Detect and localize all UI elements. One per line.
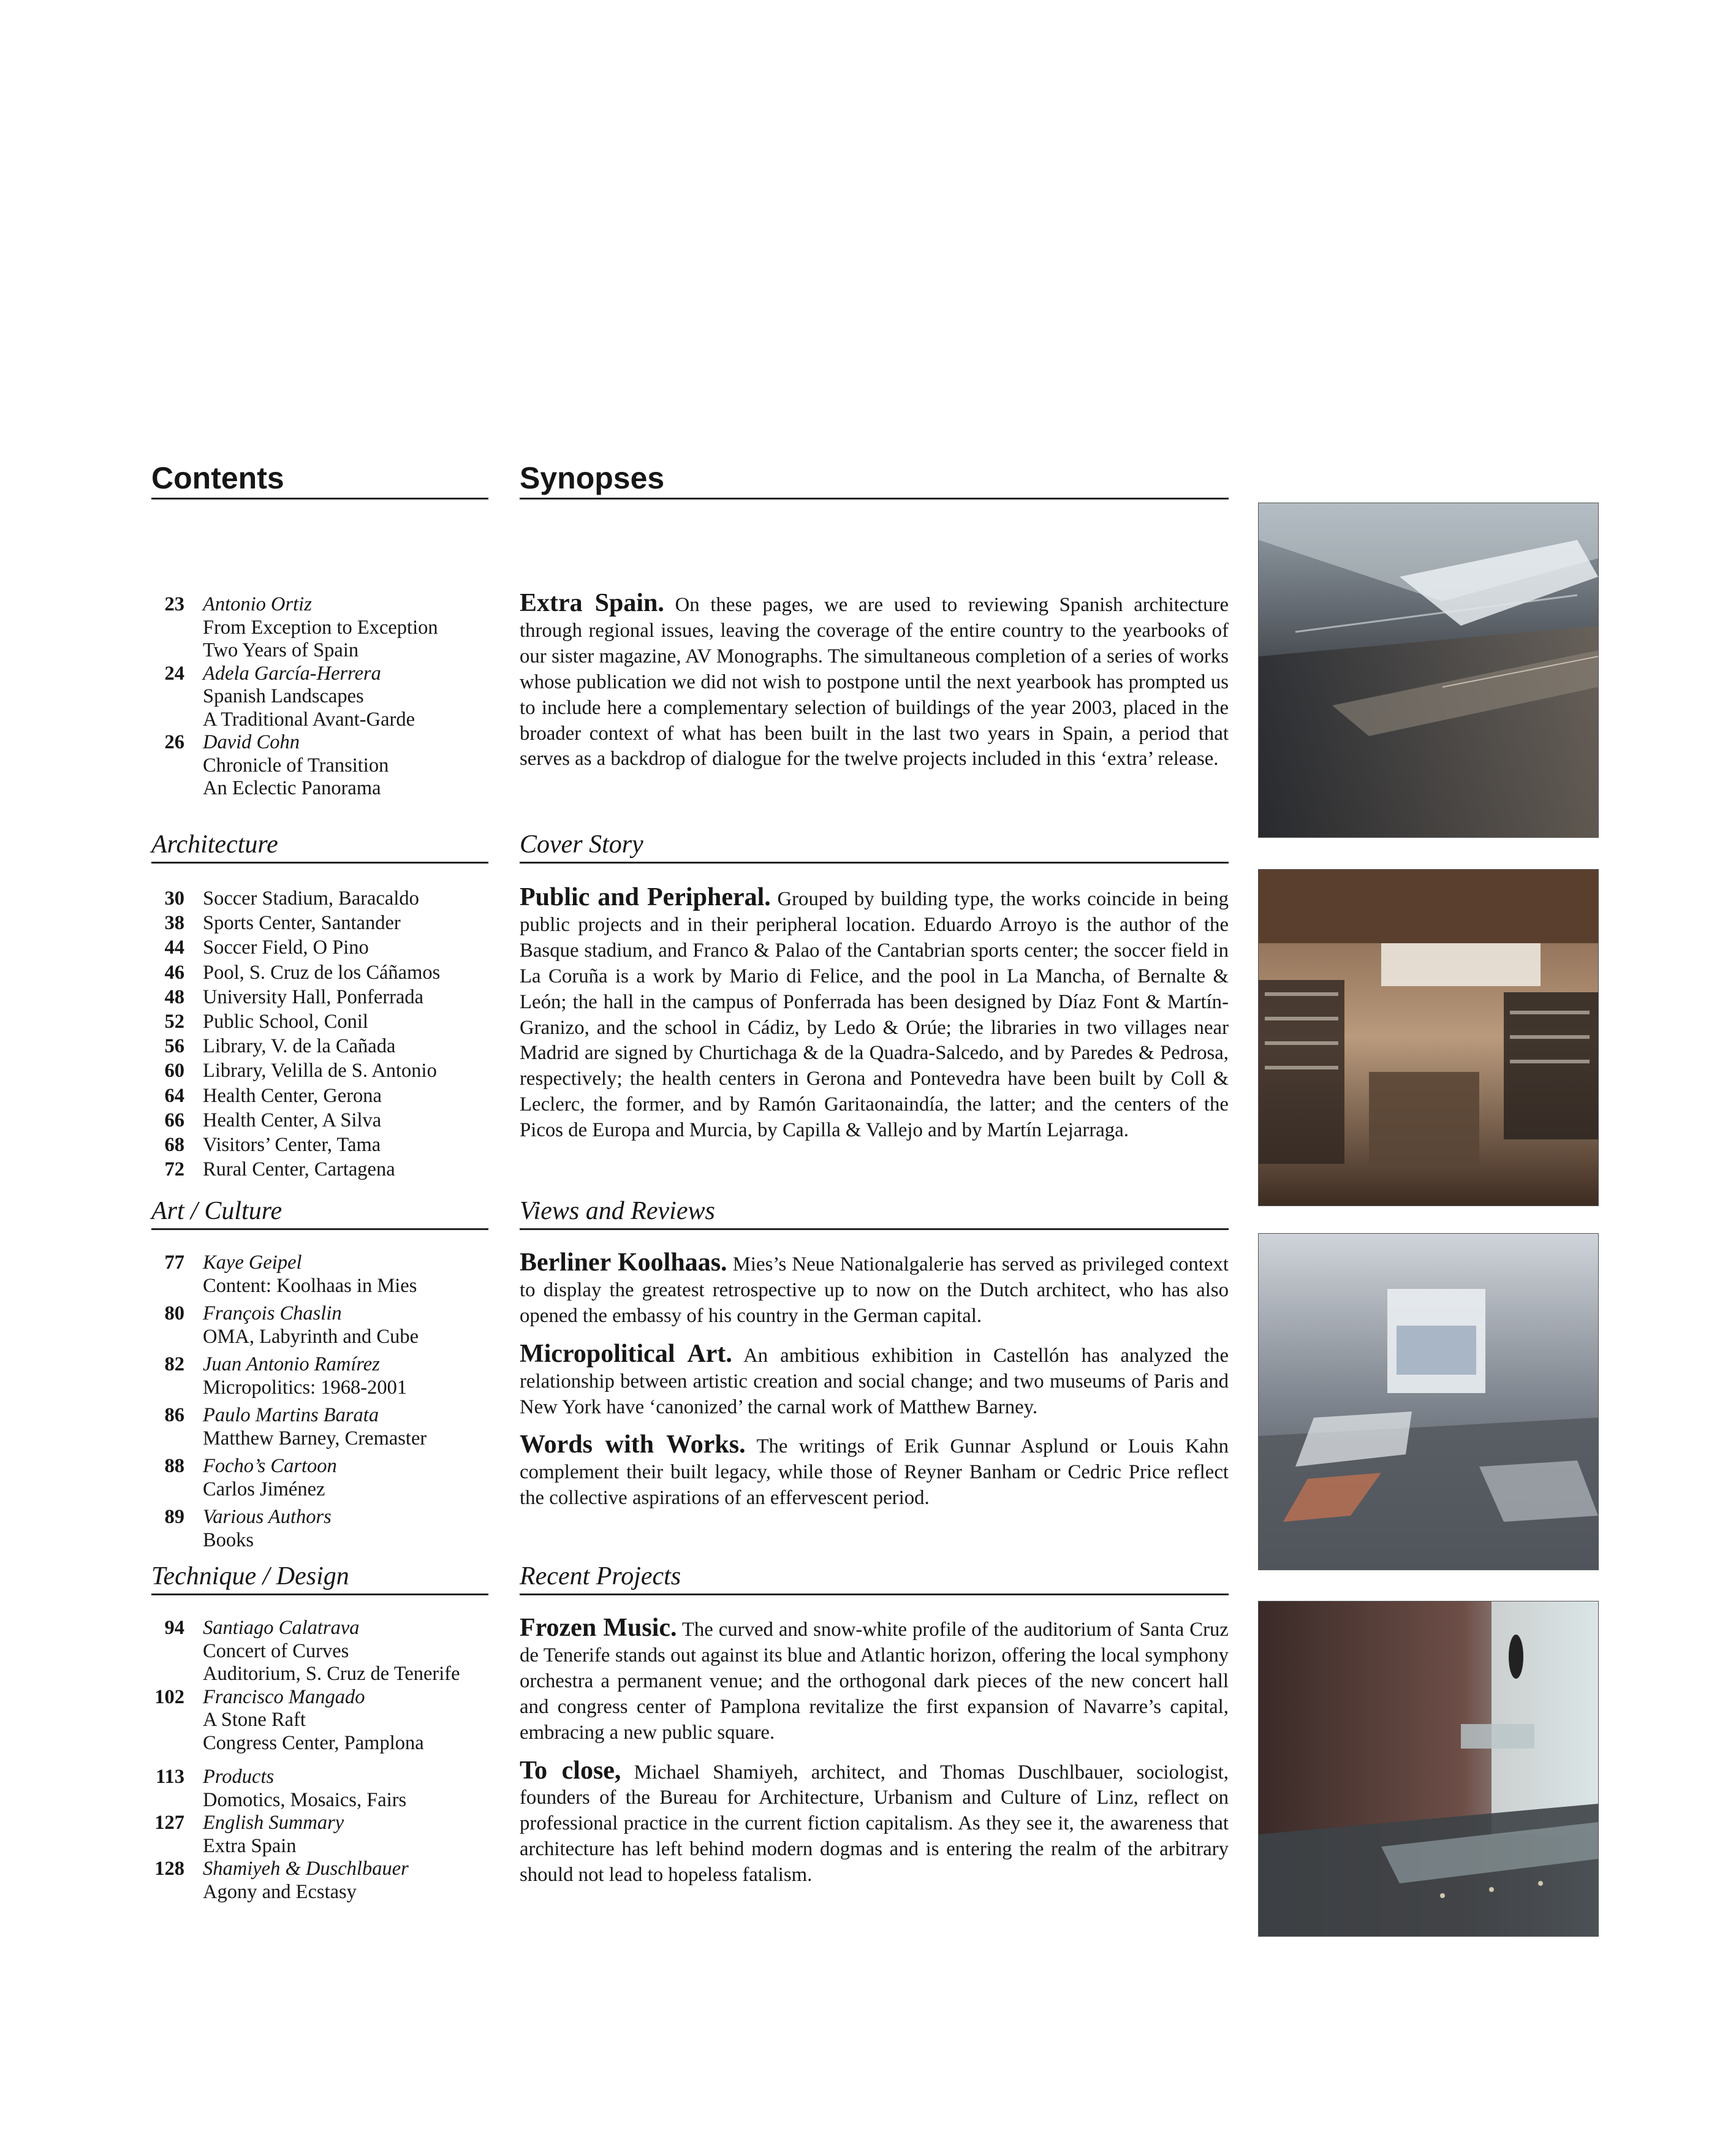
toc-art-culture (151, 1252, 495, 1552)
toc-entry[interactable]: 68 Visitors’ Center, Tama (164, 1134, 381, 1157)
toc-entry[interactable]: 82 Juan Antonio Ramírez Micropolitics: 1968-2001 (164, 1353, 407, 1399)
photo-concert-hall (1258, 1601, 1599, 1937)
synopsis-body: The writings of Erik Gunnar Asplund or Louis Kahn complement their built legacy, while those of Reyner Banham or Cedric Price reflect the collective aspirations of an effervescent period. (520, 1435, 1229, 1510)
views-reviews-heading: Views and Reviews (520, 1195, 1229, 1230)
toc-technique-design (151, 1617, 507, 1904)
synopsis-views-reviews (520, 1250, 1229, 1511)
toc-entry[interactable]: 56 Library, V. de la Cañada (164, 1035, 396, 1058)
synopsis-lead: Public and Peripheral. (520, 883, 771, 911)
synopsis-lead: Berliner Koolhaas. (520, 1248, 727, 1277)
toc-entry[interactable]: 52 Public School, Conil (164, 1011, 368, 1033)
photo-library-interior (1258, 869, 1599, 1206)
toc-entry[interactable]: 48 University Hall, Ponferrada (164, 986, 424, 1008)
recent-projects-heading: Recent Projects (520, 1560, 1229, 1595)
synopsis-body: Grouped by building type, the works coincide in being public projects and in their peripheral location. Eduardo Arroyo is the author of the Basque stadium, and Franco & Palao of the Cantabrian sports center; the soccer field in La Coruña is a work by Mario di Felice, and the pool in La Mancha, of Bernalte & León; the hall in the campus of Ponferrada has been designed by Díaz Font & Martín-Granizo, and the school in Cádiz, by Ledo & Orúe; the libraries in two villages near Madrid are signed by Churtichaga & de la Quadra-Salcedo, and by Paredes & Pedrosa, respectively; the health centers in Gerona and Pontevedra have been built by Coll & Leclerc, the former, and by Ramón Garitaonaindía, the latter; and the centers of the Picos de Europa and Murcia, by Capilla & Vallejo and by Martín Lejarraga. (520, 888, 1229, 1142)
synopsis-lead: Extra Spain. (520, 589, 664, 617)
toc-entry[interactable]: 64 Health Center, Gerona (164, 1084, 382, 1107)
toc-entry[interactable]: 30 Soccer Stadium, Baracaldo (164, 887, 419, 910)
toc-intro (151, 593, 495, 800)
art-culture-heading: Art / Culture (151, 1195, 488, 1230)
synopsis-lead: Words with Works. (520, 1430, 746, 1459)
synopsis-recent-projects (520, 1616, 1229, 1888)
architecture-heading: Architecture (151, 829, 488, 864)
synopsis-lead: To close, (520, 1756, 621, 1785)
photo-stadium-interior (1258, 503, 1599, 838)
synopsis-body: An ambitious exhibition in Castellón has analyzed the relationship between artistic creation and social change; and two museums of Paris and New York have ‘canonized’ the carnal work of Matthew Barney. (520, 1344, 1229, 1418)
toc-entry[interactable]: 88 Focho’s Cartoon Carlos Jiménez (164, 1455, 337, 1500)
toc-entry[interactable]: 113 Products Domotics, Mosaics, Fairs (156, 1766, 407, 1811)
toc-entry[interactable]: 38 Sports Center, Santander (164, 912, 401, 935)
toc-entry[interactable]: 86 Paulo Martins Barata Matthew Barney, Cremaster (164, 1404, 427, 1449)
synopsis-lead: Frozen Music. (520, 1614, 677, 1642)
toc-entry[interactable]: 23 Antonio Ortiz From Exception to Exception Two Years of Spain (164, 593, 438, 661)
photo-exhibition-hall (1258, 1233, 1599, 1570)
toc-entry[interactable]: 66 Health Center, A Silva (164, 1109, 382, 1131)
toc-entry[interactable]: 94 Santiago Calatrava Concert of Curves Auditorium, S. Cruz de Tenerife (164, 1617, 460, 1685)
toc-entry[interactable]: 77 Kaye Geipel Content: Koolhaas in Mies (164, 1252, 417, 1297)
toc-architecture (151, 886, 495, 1182)
toc-entry[interactable]: 89 Various Authors Books (164, 1506, 332, 1551)
technique-design-heading: Technique / Design (151, 1560, 488, 1595)
synopsis-lead: Micropolitical Art. (520, 1339, 732, 1368)
synopsis-body: Mies’s Neue Nationalgalerie has served as privileged context to display the greatest retrospective up to now on the Dutch architect, who has also opened the embassy of his country in the German capital. (520, 1253, 1229, 1327)
contents-heading: Contents (151, 460, 488, 500)
toc-entry[interactable]: 44 Soccer Field, O Pino (164, 936, 369, 959)
toc-entry[interactable]: 60 Library, Velilla de S. Antonio (164, 1060, 437, 1082)
synopsis-body: On these pages, we are used to reviewing Spanish architecture through regional issues, leaving the coverage of the entire country to the yearbooks of our sister magazine, AV Monographs. The simultaneous completion of a series of works whose publication we did not wish to postpone until the next yearbook has prompted us to include here a complementary selection of buildings of the year 2003, placed in the broader context of what has been built in the last two years in Spain, a period that serves as a backdrop of dialogue for the twelve projects included in this ‘extra’ release. (520, 594, 1229, 770)
toc-entry[interactable]: 72 Rural Center, Cartagena (164, 1158, 395, 1181)
toc-entry[interactable]: 26 David Cohn Chronicle of Transition An Eclectic Panorama (164, 731, 389, 799)
toc-entry[interactable]: 46 Pool, S. Cruz de los Cáñamos (164, 961, 441, 984)
synopsis-body: The curved and snow-white profile of the auditorium of Santa Cruz de Tenerife stands out against its blue and Atlantic horizon, offering the local symphony orchestra a permanent venue; and the orthogonal dark pieces of the new concert hall and congress center of Pamplona revitalize the first expansion of Navarre’s capital, embracing a new public square. (520, 1619, 1229, 1744)
toc-entry[interactable]: 24 Adela García-Herrera Spanish Landscapes A Traditional Avant-Garde (164, 662, 415, 731)
cover-story-heading: Cover Story (520, 829, 1229, 864)
toc-entry[interactable]: 102 Francisco Mangado A Stone Raft Congress Center, Pamplona (154, 1685, 424, 1754)
toc-entry[interactable]: 127 English Summary Extra Spain (154, 1812, 344, 1857)
toc-entry[interactable]: 80 François Chaslin OMA, Labyrinth and Cube (164, 1302, 419, 1348)
synopsis-body: Michael Shamiyeh, architect, and Thomas Duschlbauer, sociologist, founders of the Bureau for Architecture, Urbanism and Culture of Linz, reflect on professional practice in the current fiction capitalism. As they see it, the awareness that architecture has left behind modern dogmas and is entering the realm of the arbitrary should not lead to hopeless fatalism. (520, 1761, 1229, 1886)
synopsis-cover-story (520, 885, 1229, 1144)
synopsis-extra-spain (520, 591, 1229, 772)
toc-entry[interactable]: 128 Shamiyeh & Duschlbauer Agony and Ecstasy (154, 1858, 409, 1903)
synopses-heading: Synopses (520, 460, 1229, 500)
